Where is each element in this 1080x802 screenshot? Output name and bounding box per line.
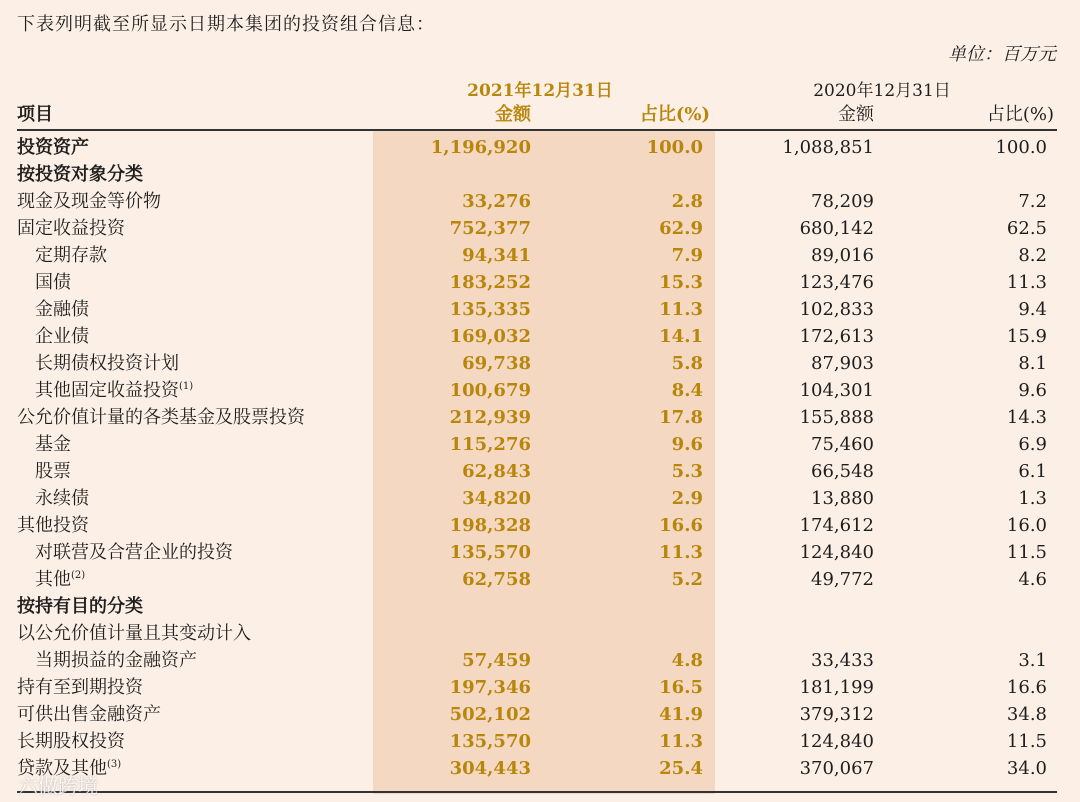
row-label: 定期存款 (35, 245, 107, 266)
ratio-2020-cell: 14.3 (1006, 407, 1047, 428)
ratio-2021-cell: 11.3 (659, 731, 703, 752)
row-label: 企业债 (35, 326, 89, 347)
row-label: 股票 (35, 461, 71, 482)
header-ratio-2020: 占比(%) (986, 104, 1054, 125)
amount-2020-cell: 75,460 (811, 434, 874, 455)
watermark: 六做跨境 (18, 774, 98, 798)
ratio-2021-cell: 2.9 (671, 488, 703, 509)
ratio-2021-cell: 5.2 (671, 569, 703, 590)
amount-2021-cell: 135,570 (449, 731, 531, 752)
ratio-2020-cell: 9.6 (1018, 380, 1047, 401)
row-label: 长期股权投资 (17, 731, 125, 752)
amount-2020-cell: 33,433 (811, 650, 874, 671)
amount-2020-cell: 123,476 (799, 272, 874, 293)
table-row (0, 512, 1080, 539)
amount-2020-cell: 155,888 (799, 407, 874, 428)
amount-2020-cell: 89,016 (811, 245, 874, 266)
amount-2020-cell: 124,840 (799, 542, 874, 563)
table-row (0, 269, 1080, 296)
footnote-marker: (2) (71, 570, 86, 581)
row-label: 可供出售金融资产 (17, 704, 161, 725)
table-row (0, 161, 1080, 188)
table-row (0, 242, 1080, 269)
ratio-2021-cell: 9.6 (671, 434, 703, 455)
amount-2021-cell: 135,570 (449, 542, 531, 563)
table-row (0, 566, 1080, 593)
amount-2021-cell: 183,252 (449, 272, 531, 293)
amount-2021-cell: 62,758 (462, 569, 531, 590)
table-row (0, 350, 1080, 377)
ratio-2020-cell: 1.3 (1018, 488, 1047, 509)
header-year-2021: 2021年12月31日 (467, 81, 613, 101)
header-amount-2020: 金额 (838, 104, 874, 125)
table-row (0, 323, 1080, 350)
amount-2020-cell: 124,840 (799, 731, 874, 752)
table-row (0, 485, 1080, 512)
table-row (0, 377, 1080, 404)
table-row (0, 620, 1080, 647)
amount-2020-cell: 49,772 (811, 569, 874, 590)
amount-2021-cell: 169,032 (449, 326, 531, 347)
unit-label: 单位：百万元 (948, 44, 1056, 65)
ratio-2020-cell: 62.5 (1006, 218, 1047, 239)
table-row (0, 674, 1080, 701)
ratio-2021-cell: 25.4 (659, 758, 703, 779)
amount-2021-cell: 115,276 (449, 434, 531, 455)
amount-2021-cell: 752,377 (449, 218, 531, 239)
row-label: 对联营及合营企业的投资 (35, 542, 233, 563)
ratio-2021-cell: 14.1 (659, 326, 703, 347)
ratio-2021-cell: 5.3 (671, 461, 703, 482)
amount-2020-cell: 370,067 (799, 758, 874, 779)
ratio-2021-cell: 100.0 (646, 137, 703, 158)
ratio-2020-cell: 11.5 (1006, 542, 1047, 563)
row-label: 按持有目的分类 (17, 596, 143, 617)
amount-2021-cell: 304,443 (449, 758, 531, 779)
ratio-2021-cell: 8.4 (671, 380, 703, 401)
ratio-2020-cell: 6.1 (1018, 461, 1047, 482)
header-ratio-2021: 占比(%) (639, 104, 710, 125)
ratio-2020-cell: 8.2 (1018, 245, 1047, 266)
table-row (0, 188, 1080, 215)
header-amount-2021: 金额 (495, 104, 531, 125)
row-label: 其他$^{(2)}$ (35, 569, 86, 590)
ratio-2020-cell: 16.0 (1006, 515, 1047, 536)
ratio-2020-cell: 7.2 (1018, 191, 1047, 212)
row-label: 按投资对象分类 (17, 164, 143, 185)
ratio-2021-cell: 15.3 (659, 272, 703, 293)
amount-2021-cell: 197,346 (449, 677, 531, 698)
footnote-marker: (3) (107, 759, 122, 770)
table-row (0, 701, 1080, 728)
row-label: 贷款及其他$^{(3)}$ (17, 758, 122, 779)
row-label: 以公允价值计量且其变动计入 (17, 623, 251, 644)
ratio-2020-cell: 8.1 (1018, 353, 1047, 374)
amount-2021-cell: 135,335 (449, 299, 531, 320)
row-label: 固定收益投资 (17, 218, 125, 239)
row-label: 基金 (35, 434, 71, 455)
table-row (0, 458, 1080, 485)
ratio-2021-cell: 5.8 (671, 353, 703, 374)
ratio-2021-cell: 11.3 (659, 299, 703, 320)
ratio-2020-cell: 15.9 (1006, 326, 1047, 347)
table-row (0, 647, 1080, 674)
row-label: 当期损益的金融资产 (35, 650, 197, 671)
amount-2021-cell: 212,939 (449, 407, 531, 428)
amount-2020-cell: 379,312 (799, 704, 874, 725)
row-label: 公允价值计量的各类基金及股票投资 (17, 407, 305, 428)
row-label: 投资资产 (17, 137, 89, 158)
ratio-2021-cell: 2.8 (671, 191, 703, 212)
ratio-2020-cell: 34.8 (1006, 704, 1047, 725)
header-item: 项目 (17, 104, 53, 125)
ratio-2021-cell: 17.8 (659, 407, 703, 428)
header-year-2020: 2020年12月31日 (813, 81, 951, 101)
amount-2021-cell: 502,102 (449, 704, 531, 725)
amount-2021-cell: 69,738 (462, 353, 531, 374)
amount-2021-cell: 33,276 (462, 191, 531, 212)
ratio-2021-cell: 7.9 (671, 245, 703, 266)
ratio-2021-cell: 16.5 (659, 677, 703, 698)
ratio-2021-cell: 62.9 (659, 218, 703, 239)
table-row (0, 755, 1080, 782)
amount-2021-cell: 198,328 (449, 515, 531, 536)
ratio-2020-cell: 34.0 (1006, 758, 1047, 779)
row-label: 其他投资 (17, 515, 89, 536)
ratio-2020-cell: 16.6 (1006, 677, 1047, 698)
amount-2021-cell: 94,341 (462, 245, 531, 266)
amount-2021-cell: 100,679 (449, 380, 531, 401)
table-row (0, 728, 1080, 755)
row-label: 永续债 (35, 488, 89, 509)
ratio-2020-cell: 11.5 (1006, 731, 1047, 752)
amount-2020-cell: 13,880 (811, 488, 874, 509)
row-label: 国债 (35, 272, 71, 293)
amount-2021-cell: 34,820 (462, 488, 531, 509)
amount-2020-cell: 102,833 (799, 299, 874, 320)
amount-2021-cell: 1,196,920 (430, 137, 531, 158)
amount-2020-cell: 172,613 (799, 326, 874, 347)
ratio-2020-cell: 3.1 (1018, 650, 1047, 671)
table-row (0, 296, 1080, 323)
table-row (0, 404, 1080, 431)
amount-2021-cell: 62,843 (462, 461, 531, 482)
amount-2020-cell: 680,142 (799, 218, 874, 239)
ratio-2021-cell: 16.6 (659, 515, 703, 536)
footnote-marker: (1) (179, 381, 194, 392)
amount-2020-cell: 87,903 (811, 353, 874, 374)
table-row (0, 215, 1080, 242)
amount-2020-cell: 78,209 (811, 191, 874, 212)
table-row (0, 134, 1080, 161)
footer-rule (17, 791, 1057, 793)
amount-2020-cell: 66,548 (811, 461, 874, 482)
amount-2021-cell: 57,459 (462, 650, 531, 671)
amount-2020-cell: 174,612 (799, 515, 874, 536)
table-row (0, 539, 1080, 566)
ratio-2020-cell: 4.6 (1018, 569, 1047, 590)
ratio-2021-cell: 41.9 (659, 704, 703, 725)
row-label: 金融债 (35, 299, 89, 320)
table-row (0, 593, 1080, 620)
row-label: 其他固定收益投资$^{(1)}$ (35, 380, 194, 401)
amount-2020-cell: 181,199 (799, 677, 874, 698)
ratio-2020-cell: 9.4 (1018, 299, 1047, 320)
ratio-2020-cell: 6.9 (1018, 434, 1047, 455)
intro-text: 下表列明截至所显示日期本集团的投资组合信息： (17, 14, 435, 35)
table-row (0, 431, 1080, 458)
header-rule (17, 129, 1057, 131)
ratio-2020-cell: 11.3 (1006, 272, 1047, 293)
ratio-2021-cell: 11.3 (659, 542, 703, 563)
row-label: 持有至到期投资 (17, 677, 143, 698)
amount-2020-cell: 104,301 (799, 380, 874, 401)
ratio-2020-cell: 100.0 (995, 137, 1047, 158)
amount-2020-cell: 1,088,851 (782, 137, 874, 158)
row-label: 长期债权投资计划 (35, 353, 179, 374)
ratio-2021-cell: 4.8 (671, 650, 703, 671)
row-label: 现金及现金等价物 (17, 191, 161, 212)
